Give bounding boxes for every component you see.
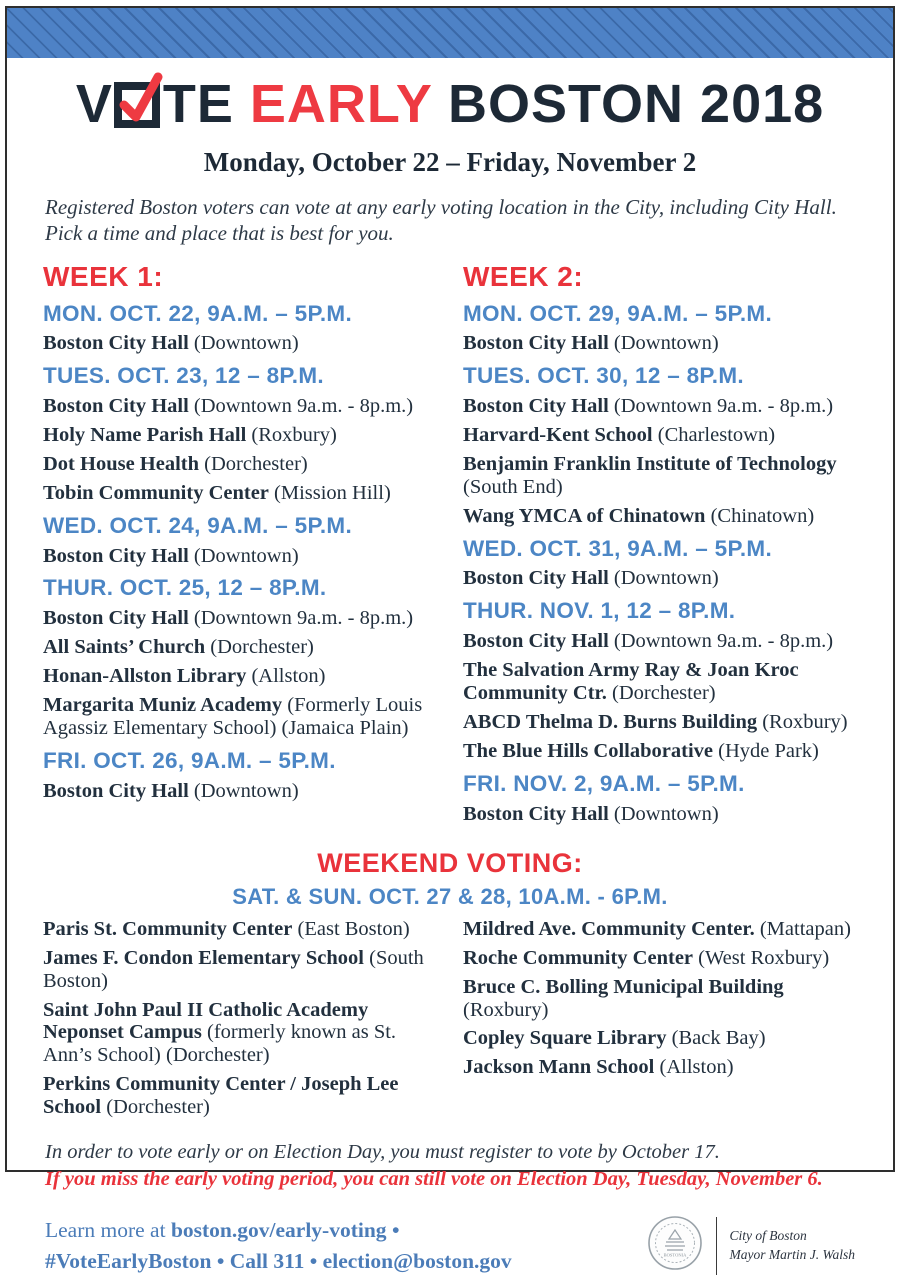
location-name: Benjamin Franklin Institute of Technology (463, 452, 837, 475)
session-date: MON. OCT. 29, 9A.M. – 5P.M. (463, 300, 773, 326)
footer (45, 1215, 855, 1277)
location-entry (463, 395, 857, 418)
learn-more-label: Learn more at (45, 1217, 166, 1242)
session-date: FRI. NOV. 2, 9A.M. – 5P.M. (463, 770, 745, 796)
location-entry (463, 947, 857, 970)
location-detail: (Chinatown) (710, 504, 815, 527)
location-name: Bruce C. Bolling Municipal Building (463, 975, 784, 998)
location-detail: (Mission Hill) (274, 481, 391, 504)
location-name: Wang YMCA of Chinatown (463, 504, 706, 527)
weeks-columns (7, 247, 893, 832)
session-date: WED. OCT. 31, 9A.M. – 5P.M. (463, 535, 773, 561)
location-detail: (West Roxbury) (698, 946, 830, 969)
location-detail: (Downtown) (193, 544, 299, 567)
location-name: Holy Name Parish Hall (43, 423, 247, 446)
location-entry (463, 424, 857, 447)
city-seal-block (647, 1215, 856, 1276)
location-name: Boston City Hall (43, 332, 189, 355)
weekend-right-column (463, 912, 857, 1126)
location-entry (463, 711, 857, 734)
striped-header-band (7, 8, 893, 58)
city-of-boston-seal-icon (647, 1215, 703, 1276)
location-entry (463, 332, 857, 355)
location-detail: (Roxbury) (463, 998, 549, 1021)
location-detail: (South Boston) (43, 946, 424, 992)
location-name: Copley Square Library (463, 1027, 667, 1050)
location-entry (43, 607, 437, 630)
location-detail: (Downtown) (613, 332, 719, 355)
city-attribution (730, 1227, 856, 1265)
city-label: City of Boston (729, 1227, 807, 1243)
page-title (7, 72, 893, 137)
location-entry (463, 630, 857, 653)
bullet-separator: • (309, 1248, 318, 1273)
location-detail: (Downtown) (613, 802, 719, 825)
location-entry (43, 780, 437, 803)
session-date: TUES. OCT. 30, 12 – 8P.M. (463, 363, 744, 389)
title-te: TE (162, 74, 234, 134)
location-name: The Salvation Army Ray & Joan Kroc Community Ctr. (463, 659, 799, 705)
location-entry (43, 694, 437, 740)
location-detail: (Mattapan) (759, 917, 851, 940)
weekend-voting-dates: SAT. & SUN. OCT. 27 & 28, 10A.M. - 6P.M. (232, 883, 668, 909)
location-detail: (Allston) (659, 1056, 734, 1079)
week2-heading: WEEK 2: (463, 260, 584, 292)
location-detail: (Roxbury) (251, 423, 337, 446)
location-detail: (Downtown) (193, 332, 299, 355)
location-name: Honan-Allston Library (43, 665, 247, 688)
location-name: Boston City Hall (463, 630, 609, 653)
call-311-label: Call 311 (229, 1248, 305, 1273)
location-detail: (Roxbury) (762, 711, 848, 734)
location-name: Boston City Hall (43, 779, 189, 802)
election-day-note: If you miss the early voting period, you can still vote on Election Day, Tuesday, November 6. (45, 1167, 823, 1190)
intro-paragraph (45, 194, 855, 247)
location-detail: (Downtown 9a.m. - 8p.m.) (613, 394, 834, 417)
location-entry (463, 453, 857, 499)
location-name: Boston City Hall (463, 332, 609, 355)
election-email-link[interactable]: election@boston.gov (322, 1248, 512, 1273)
intro-line-1: Registered Boston voters can vote at any early voting location in the City, including City Hall. (45, 195, 837, 219)
date-range: Monday, October 22 – Friday, November 2 (203, 147, 697, 177)
location-name: James F. Condon Elementary School (43, 946, 364, 969)
location-detail: (formerly known as St. Ann’s School) (Dorchester) (43, 1021, 397, 1067)
location-entry (43, 999, 437, 1068)
location-entry (43, 482, 437, 505)
location-entry (463, 1056, 857, 1079)
location-name: Boston City Hall (463, 802, 609, 825)
weekend-columns (7, 912, 893, 1126)
location-detail: (South End) (463, 475, 563, 498)
location-detail: (Dorchester) (204, 452, 308, 475)
location-name: Roche Community Center (463, 946, 694, 969)
location-entry (43, 918, 437, 941)
location-entry (43, 636, 437, 659)
location-name: ABCD Thelma D. Burns Building (463, 711, 758, 734)
location-name: Boston City Hall (43, 544, 189, 567)
bullet-separator: • (391, 1217, 400, 1242)
seal-divider (716, 1217, 717, 1275)
session-date: THUR. OCT. 25, 12 – 8P.M. (43, 575, 327, 601)
location-detail: (Charlestown) (657, 423, 776, 446)
location-detail: (Downtown 9a.m. - 8p.m.) (193, 607, 414, 630)
location-name: Perkins Community Center / Joseph Lee School (43, 1073, 399, 1119)
vote-checkbox-icon (114, 72, 162, 137)
location-entry (463, 505, 857, 528)
title-v: V (75, 74, 113, 134)
location-entry (43, 545, 437, 568)
intro-line-2: Pick a time and place that is best for you. (45, 221, 394, 246)
location-entry (43, 395, 437, 418)
location-entry (43, 424, 437, 447)
session-date: WED. OCT. 24, 9A.M. – 5P.M. (43, 512, 353, 538)
title-boston-year: BOSTON 2018 (448, 74, 825, 134)
location-name: Boston City Hall (463, 567, 609, 590)
location-entry (43, 453, 437, 476)
session-date: TUES. OCT. 23, 12 – 8P.M. (43, 363, 324, 389)
location-name: Boston City Hall (463, 394, 609, 417)
location-name: Jackson Mann School (463, 1056, 655, 1079)
flyer-page (5, 6, 895, 1273)
location-detail: (Downtown 9a.m. - 8p.m.) (613, 630, 834, 653)
location-detail: (Formerly Louis Agassiz Elementary School) (Jamaica Plain) (43, 694, 423, 740)
location-entry (463, 918, 857, 941)
location-name: Paris St. Community Center (43, 917, 293, 940)
mayor-label: Mayor Martin J. Walsh (729, 1246, 855, 1262)
location-detail: (Downtown 9a.m. - 8p.m.) (193, 394, 414, 417)
location-detail: (East Boston) (297, 917, 410, 940)
session-date: MON. OCT. 22, 9A.M. – 5P.M. (43, 300, 353, 326)
location-entry (463, 803, 857, 826)
location-detail: (Dorchester) (106, 1096, 210, 1119)
location-detail: (Dorchester) (210, 636, 314, 659)
location-entry (463, 659, 857, 705)
location-name: All Saints’ Church (43, 636, 206, 659)
location-entry (463, 976, 857, 1022)
location-detail: (Downtown) (193, 779, 299, 802)
location-detail: (Back Bay) (671, 1027, 766, 1050)
location-detail: (Dorchester) (612, 682, 716, 705)
location-entry (463, 567, 857, 590)
location-entry (463, 740, 857, 763)
location-detail: (Allston) (251, 665, 326, 688)
location-entry (43, 947, 437, 993)
contact-links (45, 1215, 512, 1277)
session-date: FRI. OCT. 26, 9A.M. – 5P.M. (43, 747, 336, 773)
registration-notes (45, 1139, 855, 1192)
bullet-separator: • (216, 1248, 225, 1273)
location-name: Tobin Community Center (43, 481, 269, 504)
location-entry (463, 1027, 857, 1050)
week1-column (43, 247, 437, 832)
location-entry (43, 1073, 437, 1119)
location-detail: (Hyde Park) (718, 739, 819, 762)
location-name: Saint John Paul II Catholic Academy Neponset Campus (43, 998, 369, 1044)
weekend-left-column (43, 912, 437, 1126)
week1-heading: WEEK 1: (43, 260, 164, 292)
session-date: THUR. NOV. 1, 12 – 8P.M. (463, 598, 736, 624)
location-name: Margarita Muniz Academy (43, 694, 283, 717)
location-name: Boston City Hall (43, 607, 189, 630)
register-deadline-note: In order to vote early or on Election Day, you must register to vote by October 17. (45, 1141, 720, 1164)
hashtag-label: #VoteEarlyBoston (45, 1248, 212, 1273)
location-name: Dot House Health (43, 452, 200, 475)
early-voting-link[interactable]: boston.gov/early-voting (170, 1217, 387, 1242)
weekend-voting-heading: WEEKEND VOTING: (317, 847, 583, 878)
svg-text:BOSTONIA: BOSTONIA (663, 1252, 686, 1258)
week2-column (463, 247, 857, 832)
location-name: Harvard-Kent School (463, 423, 653, 446)
location-detail: (Downtown) (613, 567, 719, 590)
location-entry (43, 665, 437, 688)
location-name: The Blue Hills Collaborative (463, 739, 713, 762)
location-name: Mildred Ave. Community Center. (463, 917, 755, 940)
location-name: Boston City Hall (43, 394, 189, 417)
title-early: EARLY (249, 74, 432, 134)
location-entry (43, 332, 437, 355)
